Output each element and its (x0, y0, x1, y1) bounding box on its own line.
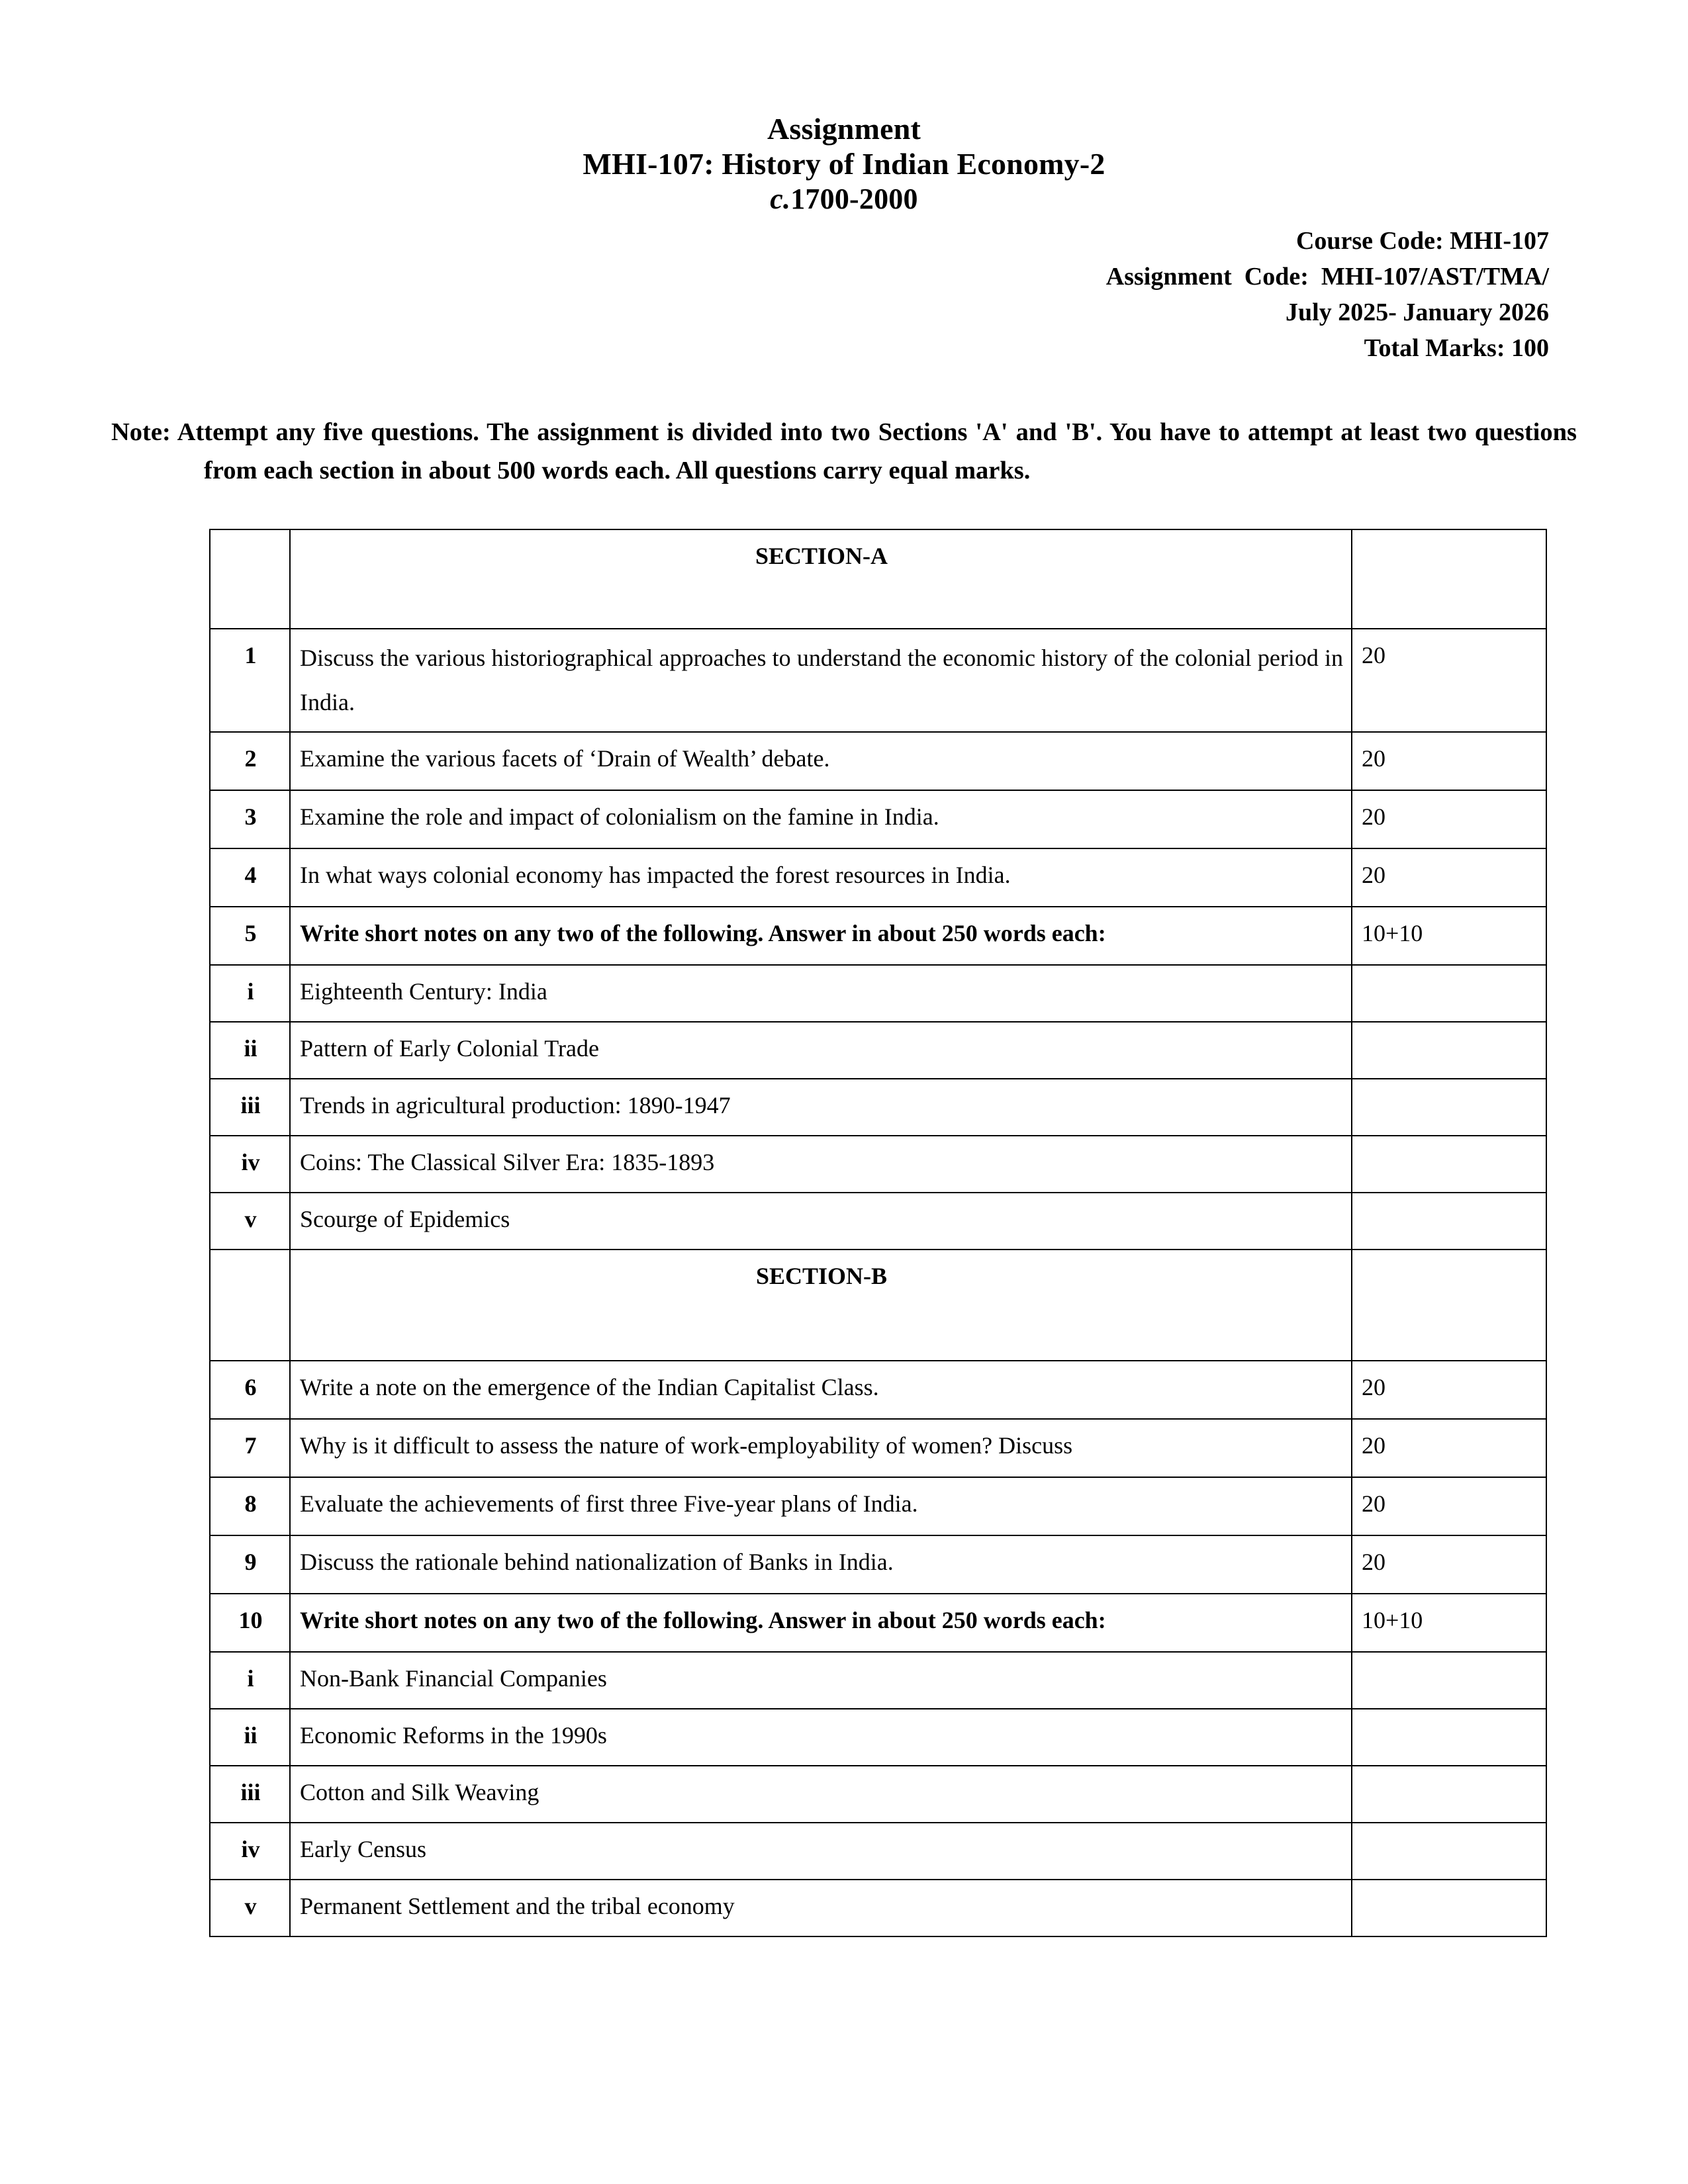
subitem-marks (1352, 1652, 1546, 1709)
table-row (210, 1594, 1546, 1652)
question-marks: 20 (1352, 848, 1546, 907)
table-row (210, 1535, 1546, 1594)
note-text (111, 413, 1577, 490)
page-title: Assignment (767, 112, 921, 146)
subitem-number: iii (210, 1766, 290, 1823)
subitem-number: i (210, 965, 290, 1022)
question-text: Discuss the various historiographical approaches to understand the economic history of the colonial period in India. (300, 644, 1343, 715)
table-row (210, 965, 1546, 1022)
table-row (210, 1880, 1546, 1936)
question-text-cell: Write short notes on any two of the following. Answer in about 250 words each: (290, 907, 1352, 965)
section-a-title: SECTION-A (290, 529, 1352, 629)
question-marks: 20 (1352, 1535, 1546, 1594)
question-marks: 20 (1352, 1361, 1546, 1419)
subitem-number: iv (210, 1823, 290, 1880)
subitem-marks (1352, 1880, 1546, 1936)
table-row (210, 790, 1546, 848)
question-marks: 20 (1352, 1477, 1546, 1535)
question-marks: 20 (1352, 732, 1546, 790)
question-text-cell: Examine the various facets of ‘Drain of Wealth’ debate. (290, 732, 1352, 790)
question-number: 3 (210, 790, 290, 848)
subitem-marks (1352, 1193, 1546, 1250)
question-text-cell: Examine the role and impact of colonialism on the famine in India. (290, 790, 1352, 848)
subitem-text-cell: Early Census (290, 1823, 1352, 1880)
total-marks-line: Total Marks: 100 (1364, 334, 1549, 362)
course-code-line: Course Code: MHI-107 (1295, 226, 1549, 255)
section-a-num-cell (210, 529, 290, 629)
subitem-text-cell: Cotton and Silk Weaving (290, 1766, 1352, 1823)
question-text-cell: Why is it difficult to assess the nature of work-employability of women? Discuss (290, 1419, 1352, 1477)
subitem-number: v (210, 1193, 290, 1250)
question-text-cell: In what ways colonial economy has impacted the forest resources in India. (290, 848, 1352, 907)
question-number: 8 (210, 1477, 290, 1535)
question-number: 10 (210, 1594, 290, 1652)
question-text-cell: Discuss the rationale behind nationalization of Banks in India. (290, 1535, 1352, 1594)
question-marks: 10+10 (1352, 1594, 1546, 1652)
subitem-text-cell: Eighteenth Century: India (290, 965, 1352, 1022)
subitem-number: iv (210, 1136, 290, 1193)
subitem-marks (1352, 1136, 1546, 1193)
subitem-text-cell: Non-Bank Financial Companies (290, 1652, 1352, 1709)
subitem-marks (1352, 1022, 1546, 1079)
subitem-text-cell: Coins: The Classical Silver Era: 1835-1893 (290, 1136, 1352, 1193)
questions-table-wrap (209, 529, 1546, 1937)
section-b-marks-cell (1352, 1250, 1546, 1361)
table-row (210, 1419, 1546, 1477)
table-row (210, 1361, 1546, 1419)
subitem-marks (1352, 1823, 1546, 1880)
questions-table (209, 529, 1547, 1937)
question-number: 6 (210, 1361, 290, 1419)
period-subtitle (0, 182, 1688, 216)
note-body-text: Attempt any five questions. The assignment is divided into two Sections 'A' and 'B'. You have to attempt at least two questions from each section in about 500 words each. All questions carry equal marks. (177, 418, 1577, 485)
table-row-section-a-header (210, 529, 1546, 629)
question-number: 9 (210, 1535, 290, 1594)
section-a-marks-cell (1352, 529, 1546, 629)
note-block (111, 413, 1577, 490)
question-text-cell: Evaluate the achievements of first three Five-year plans of India. (290, 1477, 1352, 1535)
period-prefix: c. (770, 182, 791, 215)
question-number: 1 (210, 629, 290, 732)
table-row (210, 1823, 1546, 1880)
subitem-number: v (210, 1880, 290, 1936)
assignment-code-line: Assignment Code: MHI-107/AST/TMA/ (1105, 262, 1549, 291)
subitem-marks (1352, 1766, 1546, 1823)
question-marks: 10+10 (1352, 907, 1546, 965)
subitem-text-cell: Pattern of Early Colonial Trade (290, 1022, 1352, 1079)
subitem-number: ii (210, 1709, 290, 1766)
table-row (210, 1193, 1546, 1250)
table-row (210, 732, 1546, 790)
question-marks: 20 (1352, 790, 1546, 848)
table-row (210, 1709, 1546, 1766)
table-row (210, 1136, 1546, 1193)
subitem-marks (1352, 965, 1546, 1022)
question-text-cell: Write a note on the emergence of the Indian Capitalist Class. (290, 1361, 1352, 1419)
subitem-marks (1352, 1079, 1546, 1136)
subitem-number: i (210, 1652, 290, 1709)
table-row (210, 1022, 1546, 1079)
subitem-text-cell: Trends in agricultural production: 1890-1947 (290, 1079, 1352, 1136)
table-row (210, 907, 1546, 965)
table-row (210, 1766, 1546, 1823)
subitem-number: iii (210, 1079, 290, 1136)
question-marks: 20 (1352, 629, 1546, 732)
subitem-marks (1352, 1709, 1546, 1766)
question-number: 4 (210, 848, 290, 907)
table-row (210, 848, 1546, 907)
subitem-number: ii (210, 1022, 290, 1079)
question-text-cell: Write short notes on any two of the following. Answer in about 250 words each: (290, 1594, 1352, 1652)
question-text-cell (290, 629, 1352, 732)
subitem-text-cell: Economic Reforms in the 1990s (290, 1709, 1352, 1766)
question-number: 7 (210, 1419, 290, 1477)
table-row (210, 1652, 1546, 1709)
session-line: July 2025- January 2026 (1286, 298, 1549, 326)
question-number: 5 (210, 907, 290, 965)
question-number: 2 (210, 732, 290, 790)
period-range: 1700-2000 (790, 182, 918, 215)
table-row (210, 1477, 1546, 1535)
section-b-num-cell (210, 1250, 290, 1361)
table-row (210, 1079, 1546, 1136)
questions-table-body (210, 529, 1546, 1936)
note-label: Note: (111, 418, 171, 446)
subitem-text-cell: Permanent Settlement and the tribal economy (290, 1880, 1352, 1936)
subitem-text-cell: Scourge of Epidemics (290, 1193, 1352, 1250)
table-row (210, 629, 1546, 732)
section-b-title: SECTION-B (290, 1250, 1352, 1361)
course-title: MHI-107: History of Indian Economy-2 (583, 147, 1105, 181)
title-block (0, 0, 1688, 216)
course-meta-block (0, 224, 1688, 367)
question-marks: 20 (1352, 1419, 1546, 1477)
table-row-section-b-header (210, 1250, 1546, 1361)
